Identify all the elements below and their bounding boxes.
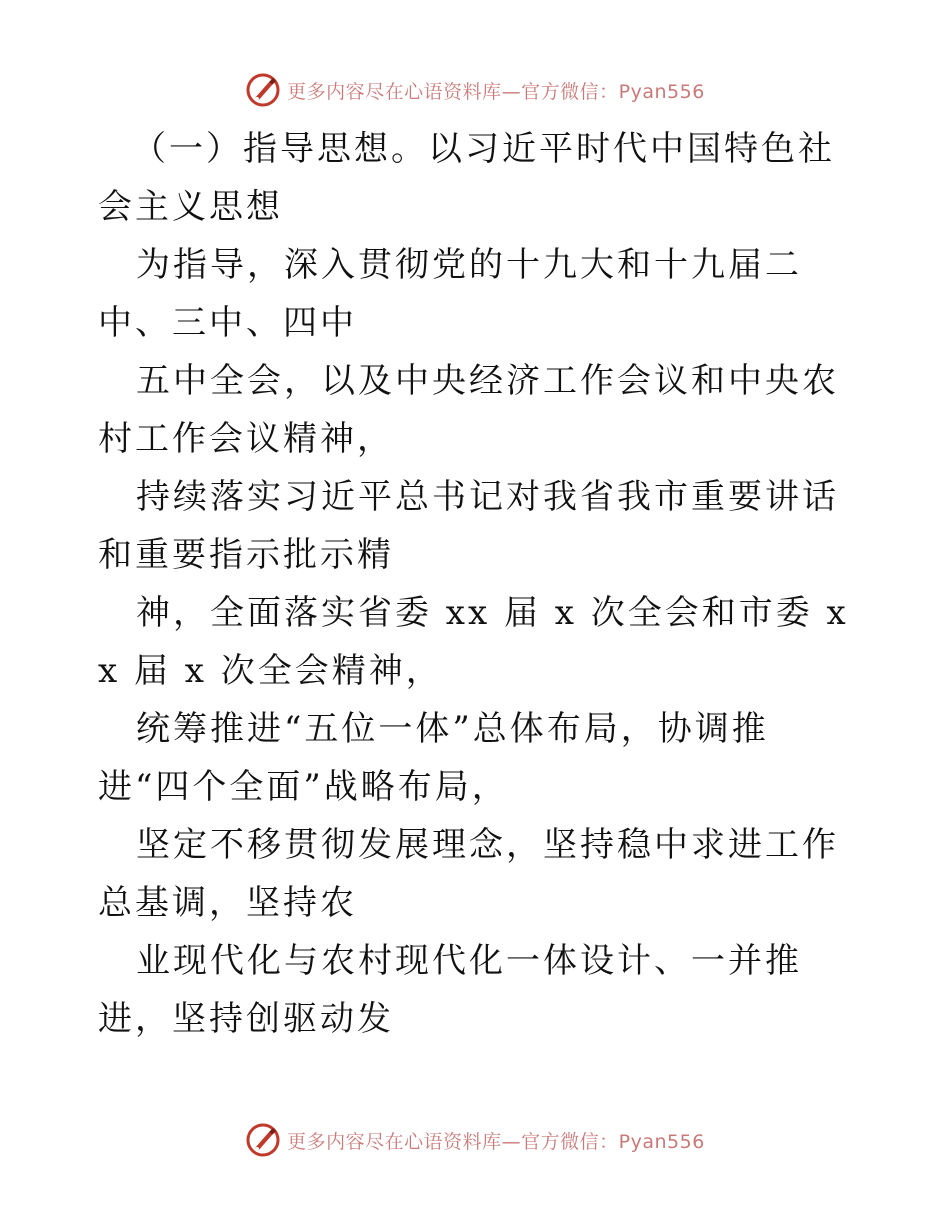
paragraph-8: 业现代化与农村现代化一体设计、一并推进，坚持创驱动发: [98, 941, 802, 1039]
paragraph-3: 五中全会，以及中央经济工作会议和中央农村工作会议精神，: [98, 361, 839, 459]
paragraph-2: 为指导，深入贯彻党的十九大和十九届二中、三中、四中: [98, 245, 802, 343]
pen-logo-icon: [245, 72, 281, 108]
header-watermark: [0, 70, 950, 110]
footer-watermark: [0, 1120, 950, 1160]
paragraph-1: （一）指导思想。以习近平时代中国特色社会主义思想: [98, 129, 835, 227]
paragraph-5: 神，全面落实省委 xx 届 x 次全会和市委 xx 届 x 次全会精神，: [98, 593, 849, 691]
pen-logo-icon: [245, 1122, 281, 1158]
paragraph-7: 坚定不移贯彻发展理念，坚持稳中求进工作总基调，坚持农: [98, 825, 839, 923]
document-body: [98, 120, 858, 1048]
paragraph-6: 统筹推进“五位一体”总体布局，协调推进“四个全面”战略布局，: [98, 709, 769, 807]
paragraph-4: 持续落实习近平总书记对我省我市重要讲话和重要指示批示精: [98, 477, 839, 575]
watermark-text: 更多内容尽在心语资料库—官方微信：Pyan556: [287, 80, 705, 103]
watermark-text: 更多内容尽在心语资料库—官方微信：Pyan556: [287, 1130, 705, 1153]
